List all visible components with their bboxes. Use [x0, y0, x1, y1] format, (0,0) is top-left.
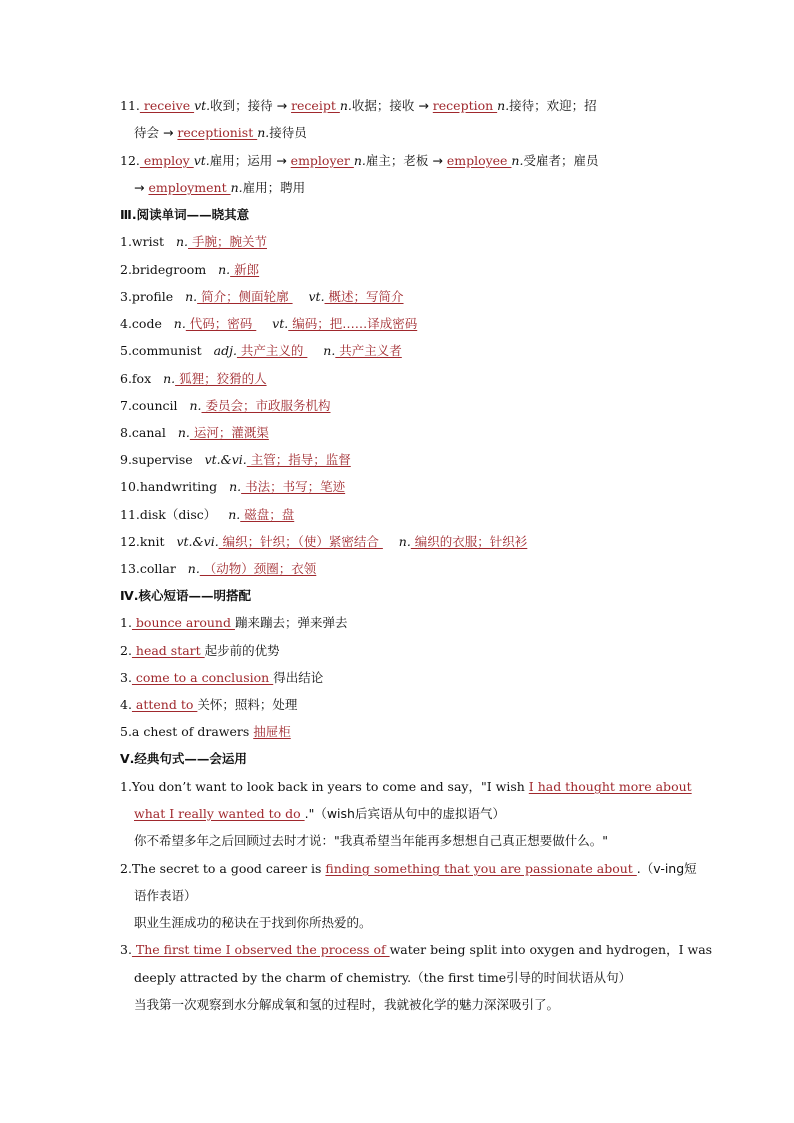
part-of-speech: n. — [189, 398, 202, 413]
answer-blank: receipt — [291, 98, 340, 113]
reading-word-item — [120, 534, 527, 550]
sentence-text: 1.You don’t want to look back in years to come and say，"I wish — [120, 779, 529, 794]
item-number: 1. — [120, 615, 132, 630]
answer-blank: The first time I observed the process of — [131, 942, 390, 957]
section-heading-core-phrases: Ⅳ.核心短语——明搭配 — [120, 588, 251, 603]
answer-blank: employer — [290, 153, 354, 168]
definition: 关怀；照料；处理 — [197, 697, 298, 712]
answer-blank: 编织的衣服；针织衫 — [410, 534, 528, 549]
part-of-speech: n. — [185, 289, 198, 304]
part-of-speech: n. — [229, 479, 242, 494]
sentence-1-translation: 你不希望多年之后回顾过去时才说："我真希望当年能再多想想自己真正想要做什么。" — [134, 833, 609, 848]
answer-blank: employ — [139, 153, 194, 168]
answer-blank: 概述；写简介 — [324, 289, 404, 304]
reading-word-item — [120, 425, 269, 441]
answer-blank: receptionist — [177, 125, 258, 140]
sentence-text: 2.The secret to a good career is — [120, 861, 326, 876]
part-of-speech: adj. — [213, 343, 237, 358]
vocab-item-12-continued — [134, 180, 305, 196]
definition: 起步前的优势 — [204, 643, 280, 658]
answer-blank: bounce around — [131, 615, 235, 630]
sentence-2-continued: 语作表语） — [134, 888, 197, 903]
answer-blank: 狐狸；狡猾的人 — [175, 371, 267, 386]
answer-blank: 共产主义的 — [236, 343, 308, 358]
part-of-speech: vt. — [308, 289, 325, 304]
sentence-1 — [120, 779, 692, 795]
word: 7.council — [120, 398, 178, 413]
definition: 得出结论 — [273, 670, 324, 685]
answer-blank: reception — [432, 98, 498, 113]
answer-blank: 编码；把……译成密码 — [288, 316, 418, 331]
phrase-item — [120, 615, 347, 631]
section-heading-sentence-patterns: Ⅴ.经典句式——会运用 — [120, 751, 247, 766]
definition: 雇用；聘用 — [242, 180, 306, 195]
part-of-speech: n. — [177, 425, 190, 440]
answer-blank: employment — [148, 180, 231, 195]
word: 6.fox — [120, 371, 152, 386]
sentence-note: ."（wish后宾语从句中的虚拟语气） — [304, 806, 505, 821]
part-of-speech: n. — [163, 371, 176, 386]
answer-blank: （动物）颈圈；衣领 — [199, 561, 317, 576]
answer-blank: 磁盘；盘 — [240, 507, 295, 522]
phrase-item — [120, 697, 297, 713]
part-of-speech: vt.&vi. — [204, 452, 247, 467]
answer-blank: 手腕；腕关节 — [188, 234, 267, 249]
item-number: 3. — [120, 670, 132, 685]
part-of-speech: n. — [230, 180, 243, 195]
word: 10.handwriting — [120, 479, 218, 494]
answer-blank: finding something that you are passionate about — [325, 861, 637, 876]
phrase-item — [120, 724, 291, 740]
sentence-1-continued — [134, 806, 505, 822]
sentence-3 — [120, 942, 712, 958]
definition: 雇用；运用 → — [209, 153, 291, 168]
definition: 蹦来蹦去；弹来弹去 — [234, 615, 348, 630]
definition: 受雇者；雇员 — [523, 153, 599, 168]
answer-blank: what I really wanted to do — [134, 806, 305, 821]
answer-blank: 委员会；市政服务机构 — [201, 398, 331, 413]
part-of-speech: n. — [257, 125, 270, 140]
sentence-3-translation: 当我第一次观察到水分解成氧和氢的过程时，我就被化学的魅力深深吸引了。 — [134, 997, 560, 1012]
word: 4.code — [120, 316, 162, 331]
part-of-speech: n. — [218, 262, 231, 277]
sentence-2-translation: 职业生涯成功的秘诀在于找到你所热爱的。 — [134, 915, 372, 930]
part-of-speech: n. — [173, 316, 186, 331]
definition: 接待；欢迎；招 — [509, 98, 597, 113]
word: 5.communist — [120, 343, 202, 358]
sentence-2 — [120, 861, 697, 877]
reading-word-item — [120, 561, 316, 577]
part-of-speech: n. — [398, 534, 411, 549]
definition: 待会 → — [134, 125, 178, 140]
reading-word-item — [120, 262, 259, 278]
item-number: 4. — [120, 697, 132, 712]
part-of-speech: n. — [511, 153, 524, 168]
word: 3.profile — [120, 289, 174, 304]
word: 1.wrist — [120, 234, 165, 249]
answer-blank: 代码；密码 — [185, 316, 257, 331]
reading-word-item — [120, 507, 294, 523]
item-number: 3. — [120, 942, 132, 957]
part-of-speech: n. — [497, 98, 510, 113]
definition: 接待员 — [269, 125, 307, 140]
reading-word-item — [120, 234, 267, 250]
answer-blank: 编织；针织；（使）紧密结合 — [218, 534, 383, 549]
part-of-speech: n. — [339, 98, 352, 113]
section-heading-reading-words: Ⅲ.阅读单词——晓其意 — [120, 207, 250, 222]
answer-blank: 运河；灌溉渠 — [189, 425, 269, 440]
reading-word-item — [120, 343, 402, 359]
answer-blank: 书法；书写；笔迹 — [241, 479, 346, 494]
phrase-item — [120, 670, 323, 686]
item-number: 11. — [120, 98, 140, 113]
part-of-speech: n. — [175, 234, 188, 249]
reading-word-item — [120, 398, 331, 414]
part-of-speech: n. — [323, 343, 336, 358]
answer-blank: receive — [139, 98, 195, 113]
answer-blank: 简介；侧面轮廓 — [197, 289, 293, 304]
sentence-3-continued: deeply attracted by the charm of chemistry.（the first time引导的时间状语从句） — [134, 970, 632, 985]
reading-word-item — [120, 371, 267, 387]
part-of-speech: vt. — [193, 153, 210, 168]
reading-word-item — [120, 479, 345, 495]
vocab-item-11 — [120, 98, 597, 114]
item-number: 2. — [120, 643, 132, 658]
definition: 收到；接待 → — [210, 98, 292, 113]
word: 13.collar — [120, 561, 176, 576]
sentence-text: water being split into oxygen and hydrogen，I was — [389, 942, 713, 957]
answer-blank: head start — [131, 643, 205, 658]
word: 8.canal — [120, 425, 166, 440]
answer-blank: employee — [446, 153, 512, 168]
reading-word-item — [120, 289, 404, 305]
reading-word-item — [120, 452, 351, 468]
answer-blank: 共产主义者 — [335, 343, 402, 358]
answer-blank: 抽屉柜 — [253, 724, 291, 739]
word: 11.disk（disc） — [120, 507, 217, 522]
word: 12.knit — [120, 534, 165, 549]
part-of-speech: vt.&vi. — [176, 534, 219, 549]
phrase-item — [120, 643, 280, 659]
sentence-note: .（v-ing短 — [636, 861, 697, 876]
word: 2.bridegroom — [120, 262, 207, 277]
definition: 雇主；老板 → — [365, 153, 447, 168]
part-of-speech: n. — [353, 153, 366, 168]
word: 9.supervise — [120, 452, 193, 467]
reading-word-item — [120, 316, 417, 332]
answer-blank: I had thought more about — [528, 779, 692, 794]
item-number: 5.a chest of drawers — [120, 724, 254, 739]
answer-blank: 主管；指导；监督 — [246, 452, 351, 467]
vocab-item-12 — [120, 153, 598, 169]
part-of-speech: vt. — [194, 98, 211, 113]
answer-blank: attend to — [131, 697, 198, 712]
definition: → — [134, 180, 149, 195]
part-of-speech: n. — [187, 561, 200, 576]
part-of-speech: vt. — [272, 316, 289, 331]
item-number: 12. — [120, 153, 140, 168]
vocab-item-11-continued — [134, 125, 307, 141]
definition: 收据；接收 → — [351, 98, 433, 113]
answer-blank: come to a conclusion — [131, 670, 274, 685]
part-of-speech: n. — [228, 507, 241, 522]
answer-blank: 新郎 — [230, 262, 260, 277]
